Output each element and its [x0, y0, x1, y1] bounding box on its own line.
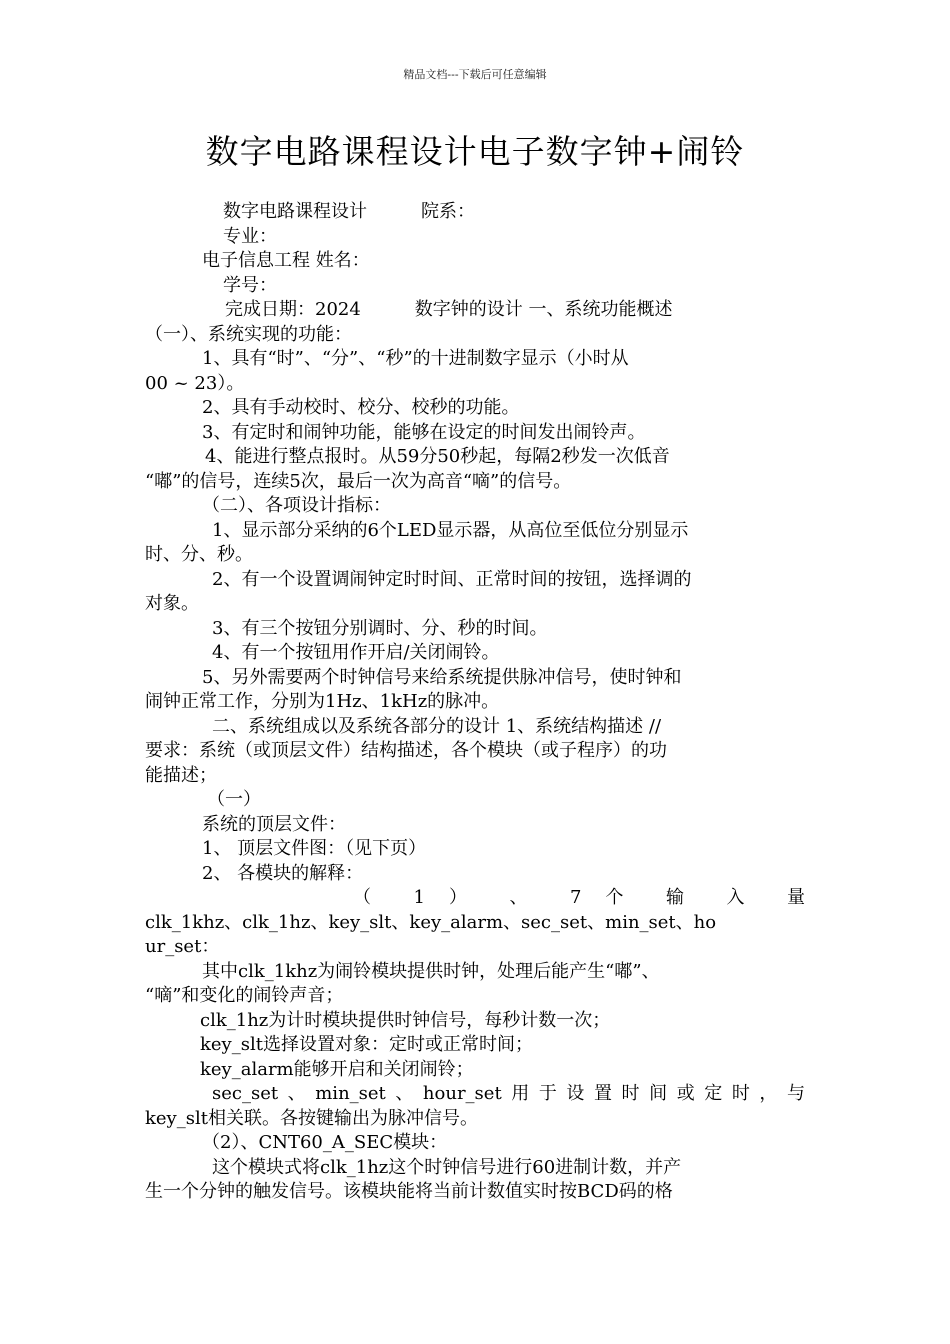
text-line: 其中clk_1khz为闹铃模块提供时钟，处理后能产生“嘟”、	[202, 960, 660, 982]
text-line: 2、具有手动校时、校分、校秒的功能。	[202, 397, 520, 418]
text-line: 1、具有“时”、“分”、“秒”的十进制数字显示（小时从	[202, 348, 629, 369]
text-line: 3、有三个按钮分别调时、分、秒的时间。	[212, 617, 548, 639]
text-line: （二）、各项设计指标：	[202, 495, 391, 516]
text-line: 3、有定时和闹钟功能，能够在设定的时间发出闹铃声。	[202, 421, 646, 443]
document-title: 数字电路课程设计电子数字钟+闹铃	[205, 132, 745, 171]
text-line: 闹钟正常工作，分别为1Hz、1kHz的脉冲。	[145, 691, 500, 712]
text-line: 完成日期：2024 数字钟的设计 一、系统功能概述	[225, 299, 673, 320]
text-line: “嘟”的信号，连续5次，最后一次为高音“嘀”的信号。	[145, 470, 572, 492]
text-line: 2、有一个设置调闹钟定时时间、正常时间的按钮，选择调的	[212, 568, 692, 590]
text-line: （ 1 ） 、 7 个 输 入 量	[353, 887, 805, 908]
document-body	[145, 200, 805, 1205]
text-line: 专业：	[223, 225, 277, 247]
text-line: 时、分、秒。	[145, 544, 253, 565]
text-line: 00 ~ 23）。	[145, 372, 245, 394]
text-line: （一）、系统实现的功能：	[145, 323, 352, 345]
text-line: 学号：	[223, 274, 277, 296]
text-line: 5、另外需要两个时钟信号来给系统提供脉冲信号，使时钟和	[202, 666, 682, 688]
text-line: clk_1khz、clk_1hz、key_slt、key_alarm、sec_set、min_set、ho	[145, 911, 717, 933]
text-line: 系统的顶层文件：	[202, 813, 346, 835]
text-line: 4、有一个按钮用作开启/关闭闹铃。	[212, 642, 500, 663]
text-line: 这个模块式将clk_1hz这个时钟信号进行60进制计数，并产	[212, 1156, 682, 1178]
text-line: 生一个分钟的触发信号。该模块能将当前计数值实时按BCD码的格	[145, 1181, 673, 1202]
text-line: ur_set：	[145, 936, 220, 957]
text-line: 4、能进行整点报时。从59分50秒起，每隔2秒发一次低音	[205, 446, 670, 467]
text-line: clk_1hz为计时模块提供时钟信号，每秒计数一次；	[200, 1009, 611, 1031]
text-line: 2、 各模块的解释：	[202, 862, 364, 884]
text-line: sec_set、min_set、hour_set用于设置时间或定时，与	[212, 1083, 805, 1104]
text-line: 1、 顶层文件图：（见下页）	[202, 838, 427, 859]
text-line: key_alarm能够开启和关闭闹铃；	[200, 1058, 474, 1080]
text-line: 要求：系统（或顶层文件）结构描述，各个模块（或子程序）的功	[145, 740, 667, 761]
text-line: key_slt选择设置对象：定时或正常时间；	[200, 1034, 533, 1055]
text-line: 对象。	[145, 593, 199, 614]
text-line: 电子信息工程 姓名：	[202, 250, 370, 271]
text-line: “嘀”和变化的闹铃声音；	[145, 985, 344, 1006]
header-note: 精品文档---下载后可任意编辑	[403, 68, 547, 81]
text-line: 数字电路课程设计 院系：	[223, 201, 475, 222]
text-line: 二、系统组成以及系统各部分的设计 1、系统结构描述 //	[212, 715, 662, 737]
text-line: 能描述；	[145, 764, 217, 786]
text-line: （2）、CNT60_A_SEC模块：	[202, 1132, 448, 1153]
text-line: （一）	[207, 789, 261, 810]
text-line: 1、显示部分采纳的6个LED显示器，从高位至低位分别显示	[212, 519, 689, 541]
text-line: key_slt相关联。各按键输出为脉冲信号。	[145, 1107, 478, 1129]
